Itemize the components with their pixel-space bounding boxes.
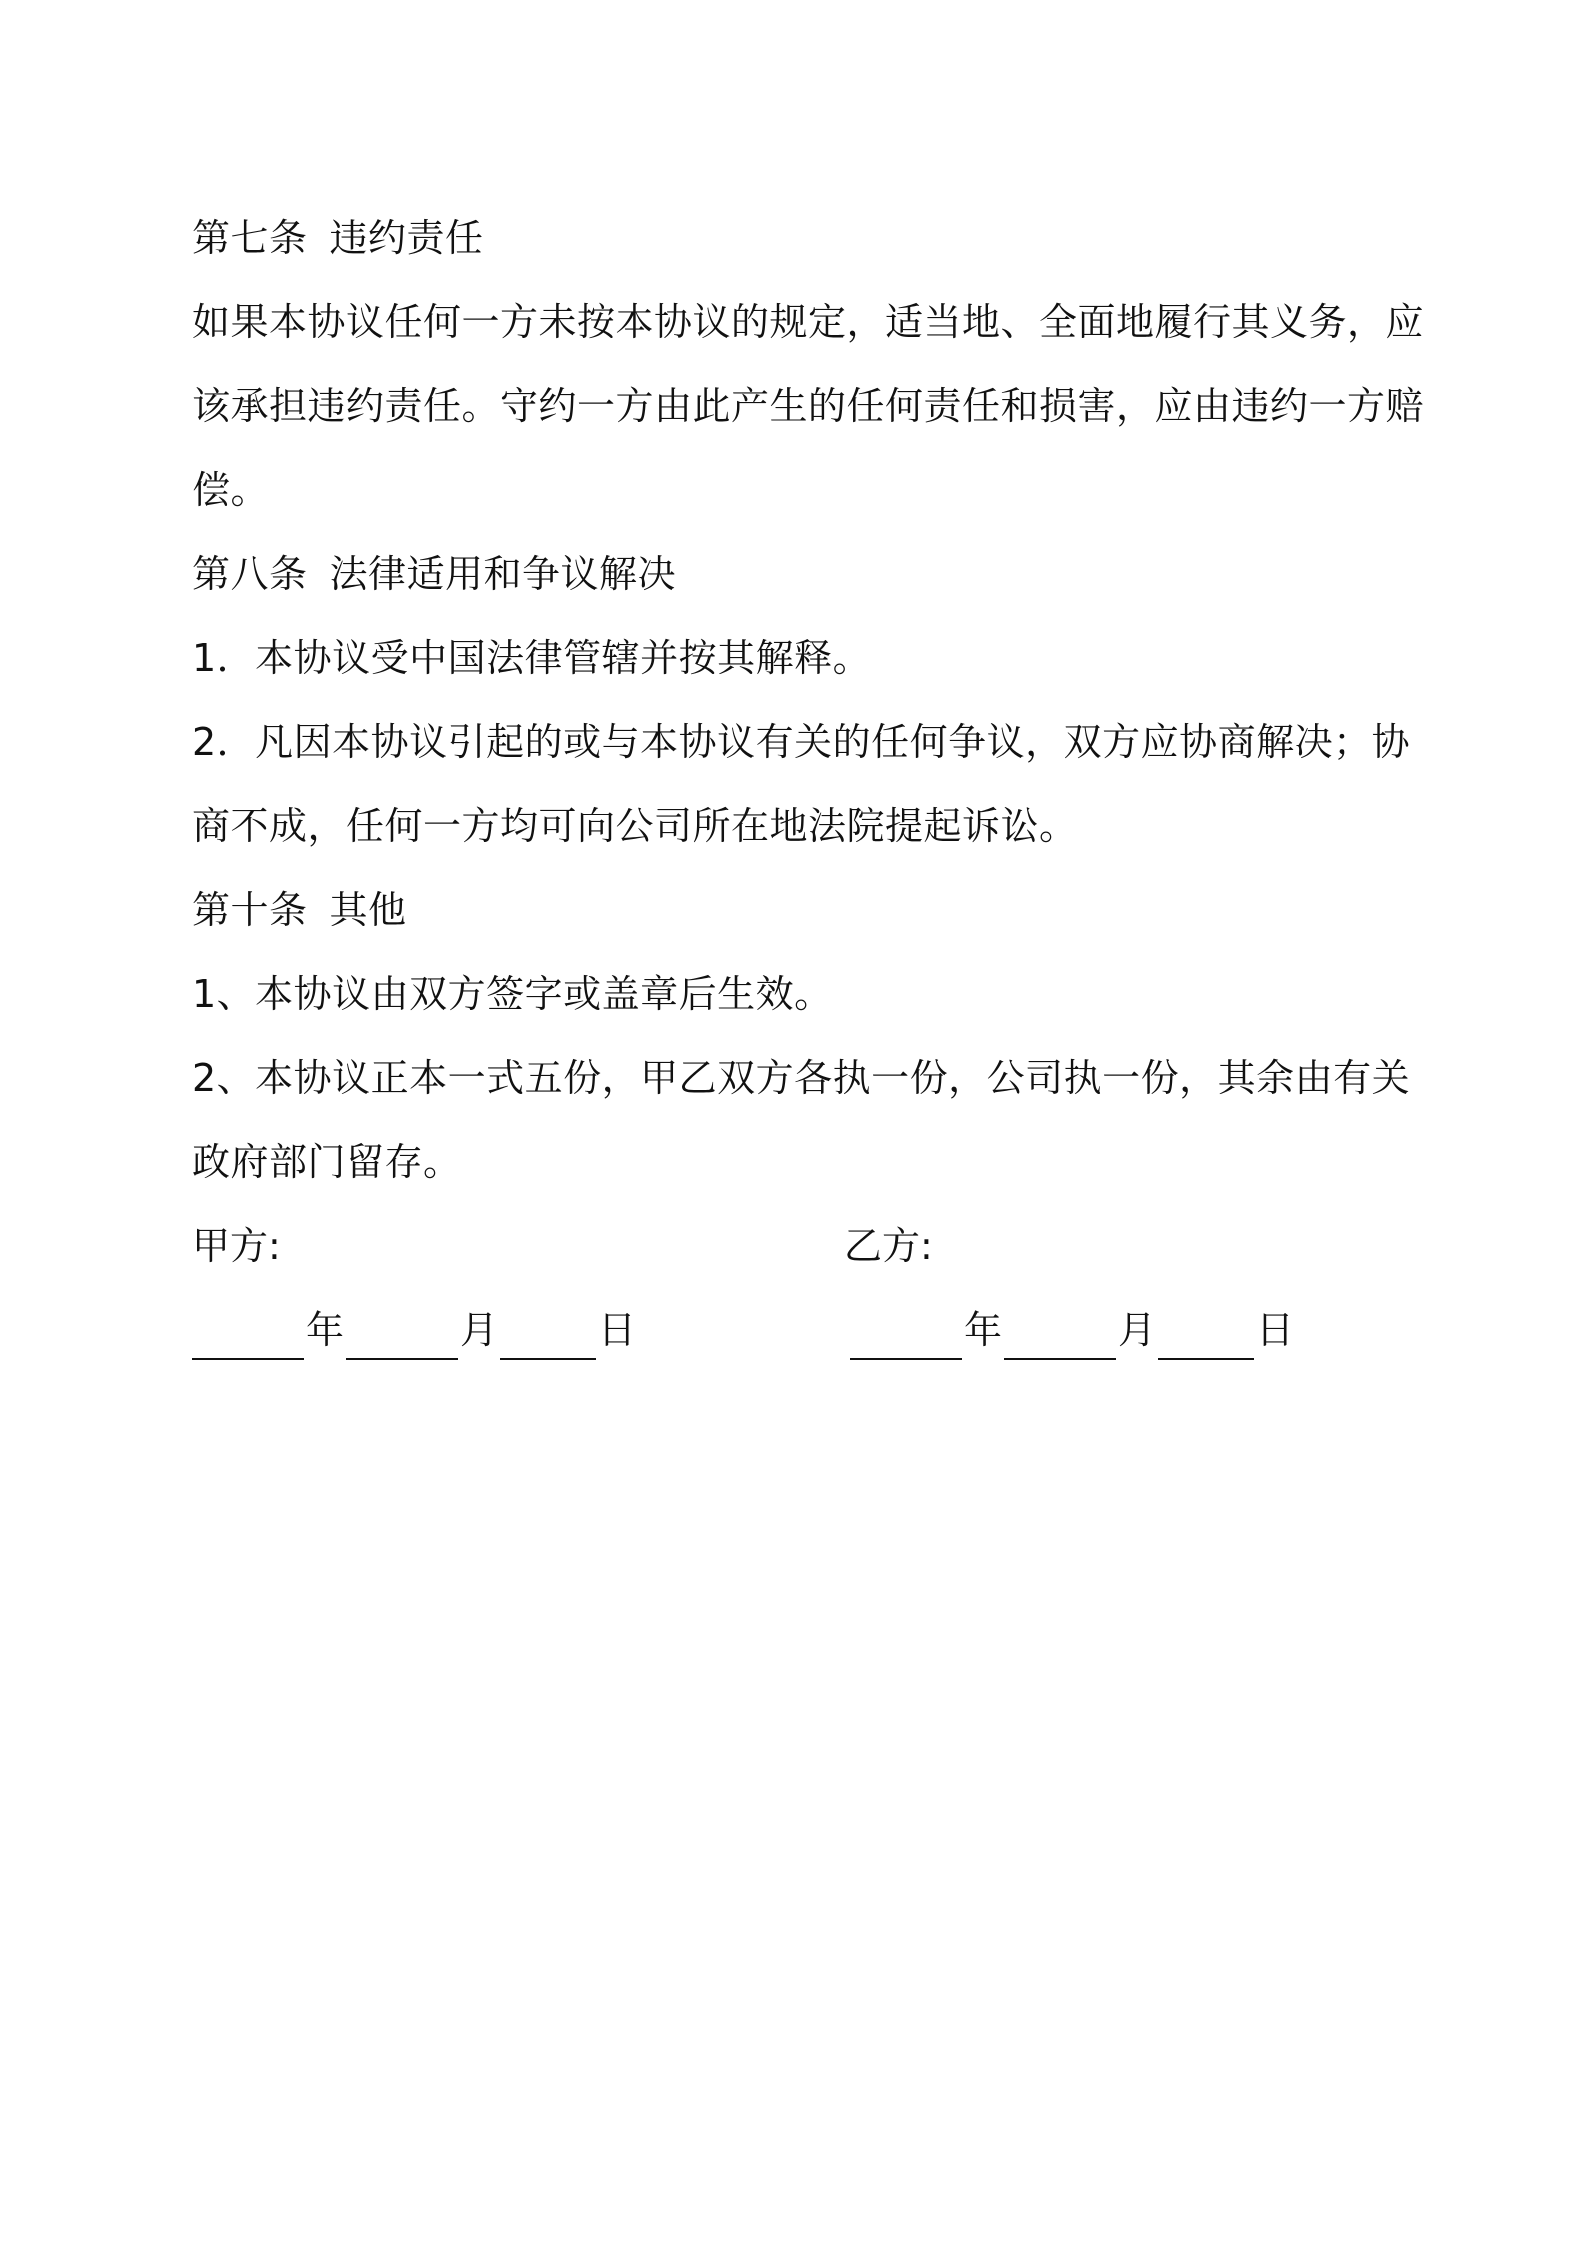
article-7-number: 第七条 [192,216,308,260]
article-10-line-3: 政府部门留存。 [192,1140,462,1184]
party-b-day-blank[interactable] [1158,1298,1254,1360]
article-10-title: 其他 [329,888,407,932]
article-7-line-2: 该承担违约责任。守约一方由此产生的任何责任和损害，应由违约一方赔 [192,384,1425,428]
article-8-line-1: 1．本协议受中国法律管辖并按其解释。 [192,636,872,680]
article-8-line-3: 商不成，任何一方均可向公司所在地法院提起诉讼。 [192,804,1078,848]
article-8-line-2: 2．凡因本协议引起的或与本协议有关的任何争议，双方应协商解决；协 [192,720,1411,764]
party-b-label: 乙方: [844,1224,933,1268]
article-10-line-1: 1、本协议由双方签字或盖章后生效。 [192,972,833,1016]
party-b-year-label: 年 [964,1308,1003,1352]
article-10-heading [192,868,1402,952]
party-b-date [850,1288,1296,1372]
party-a-year-label: 年 [306,1308,345,1352]
article-7-heading [192,196,1402,280]
signature-dates [192,1288,1402,1372]
party-a-day-label: 日 [598,1308,637,1352]
party-b-day-label: 日 [1256,1308,1295,1352]
article-8-title: 法律适用和争议解决 [329,552,677,596]
article-10-number: 第十条 [192,888,308,932]
article-7-title: 违约责任 [329,216,484,260]
party-b-month-label: 月 [1118,1308,1157,1352]
party-a-month-label: 月 [460,1308,499,1352]
party-a-day-blank[interactable] [500,1298,596,1360]
signature-parties [192,1204,1402,1288]
party-b-month-blank[interactable] [1004,1298,1116,1360]
article-8-number: 第八条 [192,552,308,596]
article-7-line-1: 如果本协议任何一方未按本协议的规定，适当地、全面地履行其义务，应 [192,300,1425,344]
party-a-label: 甲方: [192,1224,281,1268]
party-a-month-blank[interactable] [346,1298,458,1360]
article-8-heading [192,532,1402,616]
document-body [192,196,1425,1372]
party-b-year-blank[interactable] [850,1298,962,1360]
article-10-line-2: 2、本协议正本一式五份，甲乙双方各执一份，公司执一份，其余由有关 [192,1056,1411,1100]
article-7-line-3: 偿。 [192,468,270,512]
party-a-year-blank[interactable] [192,1298,304,1360]
party-a-date [192,1288,638,1372]
